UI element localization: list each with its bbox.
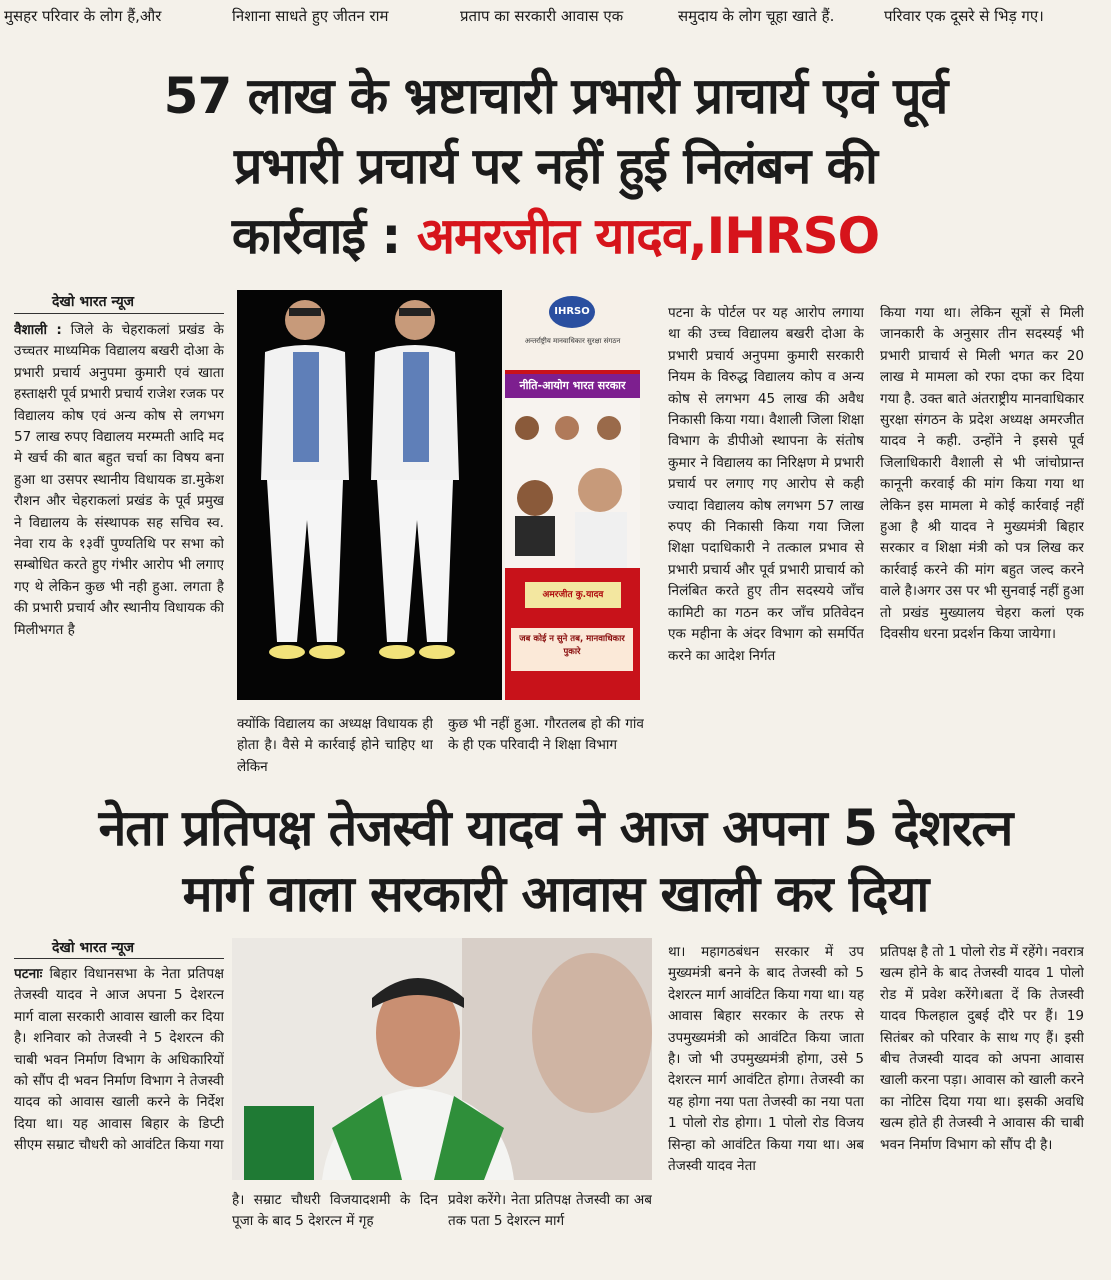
story2-photo <box>232 938 652 1180</box>
story2-col2-text: है। सम्राट चौधरी विजयादशमी के दिन पूजा के बाद 5 देशरत्न में गृह <box>232 1192 438 1230</box>
story2-column-4 <box>668 942 864 1234</box>
story2-column-1 <box>14 964 224 1234</box>
story2-col3-text: प्रवेश करेंगे। नेता प्रतिपक्ष तेजस्वी का अब तक पता 5 देशरत्न मार्ग <box>448 1192 652 1230</box>
story1-col2-text: क्योंकि विद्यालय का अध्यक्ष विधायक ही होता है। वैसे मे कार्रवाई होने चाहिए था लेकिन <box>237 716 433 775</box>
top-fragment-4: समुदाय के लोग चूहा खाते हैं. <box>678 7 835 25</box>
person-portrait <box>232 938 652 1180</box>
story2-headline-line1: नेता प्रतिपक्ष तेजस्वी यादव ने आज अपना 5 देशरत्न <box>98 799 1013 857</box>
poster-portraits <box>505 398 640 568</box>
poster-org-logo: IHRSO <box>549 296 595 328</box>
story1-column-1 <box>14 320 224 782</box>
story1-headline-line3 <box>0 208 1111 264</box>
story1-photo <box>237 290 502 700</box>
story1-byline-rule <box>14 313 224 314</box>
story2-column-5 <box>880 942 1084 1234</box>
poster-name: अमरजीत कु.यादव <box>525 582 621 608</box>
top-fragment-1: मुसहर परिवार के लोग हैं,और <box>4 7 162 25</box>
story2-col1-text: बिहार विधानसभा के नेता प्रतिपक्ष तेजस्वी यादव ने आज अपना 5 देशरत्न मार्ग वाला सरकारी आवास खाली कर दिया है। शनिवार को तेजस्वी ने 5 देशरत्न की चाबी भवन निर्माण विभाग के अधिकारियों को सौंप दी भवन निर्माण विभाग ने तेजस्वी यादव को आवास खाली करने के निर्देश दिया था। यह आवास बिहार के डिप्टी सीएम सम्राट चौधरी को आवंटित किया गया <box>14 966 224 1154</box>
story1-dateline: वैशाली : <box>14 322 62 338</box>
story1-col3-text: कुछ भी नहीं हुआ. गौरतलब हो की गांव के ही एक परिवादी ने शिक्षा विभाग <box>448 716 644 754</box>
story2-byline: देखो भारत न्यूज <box>52 940 135 956</box>
story1-headline-black: कार्रवाई : <box>231 207 417 265</box>
story1-byline: देखो भारत न्यूज <box>52 294 135 310</box>
story2-col5-text: प्रतिपक्ष है तो 1 पोलो रोड में रहेंगे। नवरात्र खत्म होने के बाद तेजस्वी यादव 1 पोलो रोड में प्रवेश करेंगे।बता दें कि तेजस्वी यादव फिलहाल दुबई दौरे पर हैं। 19 सितंबर को परिवार के साथ गए हैं। इसी बीच तेजस्वी यादव को अपना आवास खाली करना पड़ा। आवास को खाली करने का नोटिस दिया गया था। इसकी अवधि खत्म होते ही तेजस्वी ने आवास की चाबी भवन निर्माण विभाग को सौंप दी है। <box>880 944 1084 1153</box>
top-fragment-3: प्रताप का सरकारी आवास एक <box>460 7 624 25</box>
story1-headline-red: अमरजीत यादव,IHRSO <box>416 207 880 265</box>
story1-column-3 <box>448 714 644 784</box>
story1-col4-text: पटना के पोर्टल पर यह आरोप लगाया था की उच्च विद्यालय बखरी दोआ के प्रभारी प्रचार्य अनुपमा कुमारी सरकारी नियम के विरुद्ध विद्यालय कोप व अन्य कोष से लगभग 45 लाख की अवैध निकासी किया गया। वैशाली जिला शिक्षा विभाग के डीपीओ स्थापना के संतोष कुमार ने विद्यालय का निरिक्षण मे प्रभारी प्रचार्य पर लगाए गए आरोप से कही ज्यादा विद्यालय कोष लगभग 57 लाख रुपए की निकासी किया गया जिला शिक्षा पदाधिकारी ने तत्काल प्रभाव से प्रभारी प्रचार्य और पूर्व प्रभारी प्राचार्य को निलंबित करते हुए तीन सदस्यये जाँच कामिटी का गठन कर जाँच प्रतिवेदन एक महीना के अंदर विभाग को समर्पित करने का आदेश निर्गत <box>668 305 864 664</box>
poster-band: नीति-आयोग भारत सरकार <box>505 374 640 398</box>
story1-column-4 <box>668 303 864 785</box>
top-cutoff-row <box>0 0 1111 34</box>
story2-headline-line2: मार्ग वाला सरकारी आवास खाली कर दिया <box>182 865 929 923</box>
story1-column-5 <box>880 303 1084 785</box>
story2-column-3 <box>448 1190 652 1236</box>
poster-photo-area <box>505 398 640 568</box>
story1-col5-text: किया गया था। लेकिन सूत्रों से मिली जानकारी के अनुसार तीन सदस्यई भी प्रभारी प्राचार्य से मिली भगत कर 20 लाख मे मामला को रफा दफा कर दिया गया है. उक्त बाते अंतराष्ट्रीय मानवाधिकार सुरक्षा संगठन के प्रदेश अध्यक्ष अमरजीत यादव ने कही. उन्होंने ने इससे पूर्व जिलाधिकारी वैशाली से भी जांचोप्रान्त कानूनी करवाई की मांग किया गया था लेकिन इस मामला मे कोई कार्रवाई नहीं हुआ है श्री यादव ने मुख्यमंत्री बिहार सरकार व शिक्षा मंत्री को पत्र लिख कर कार्रवाई करने की मांग बहुत जल्द करने वाले है।अगर उस पर भी सुनवाई नहीं हुआ तो प्रखंड मुख्यालय चेहरा कलां एक दिवसीय धरना प्रदर्शन किया जायेगा। <box>880 305 1084 643</box>
poster-top-panel <box>505 290 640 370</box>
story2-column-2 <box>232 1190 438 1236</box>
story1-headline-line2: प्रभारी प्रचार्य पर नहीं हुई निलंबन की <box>234 137 877 195</box>
poster-slogan: जब कोई न सुने तब, मानवाधिकार पुकारे <box>511 628 633 671</box>
story2-byline-rule <box>14 958 224 959</box>
story1-poster <box>505 290 640 700</box>
story1-col1-text: जिले के चेहराकलां प्रखंड के उच्चतर माध्यमिक विद्यालय बखरी दोआ के प्रभारी प्रचार्य अनुपमा कुमारी एवं खाता हस्ताक्षरी पूर्व प्रभारी प्रचार्य राजेश रजक पर विद्यालय कोष एवं अन्य कोष से लगभग 57 लाख रुपए विद्यालय मरम्मती आदि मद मे खर्च की बात बहुत चर्चा का विषय बना हुआ था उसपर स्थानीय विधायक डा.मुकेश रौशन और चेहराकलां प्रखंड के पूर्व प्रमुख ने विद्यालय के संस्थापक सह सचिव स्व. नेवा राय के १३वीं पुण्यतिथि पर सभा को सम्बोधित करते हुए गंभीर आरोप भी लगाए गए थे लेकिन कुछ भी नही हुआ. लगता है की प्रभारी प्रचार्य और स्थानीय विधायक की मिलीभगत है <box>14 322 224 638</box>
story2-dateline: पटनाः <box>14 966 43 982</box>
story2-col4-text: था। महागठबंधन सरकार में उप मुख्यमंत्री बनने के बाद तेजस्वी को 5 देशरत्न मार्ग आवंटित किया गया था। यह आवास बिहार सरकार के तरफ से उपमुख्यमंत्री को आवंटित किया जाता है। जो भी उपमुख्यमंत्री होगा, उसे 5 देशरत्न मार्ग आवंटित होगा। तेजस्वी का यह होगा नया पता तेजस्वी का नया पता 1 पोलो रोड होगा। 1 पोलो रोड विजय सिन्हा को आवंटित किया गया था। अब तेजस्वी यादव नेता <box>668 944 864 1175</box>
story1-headline-line1: 57 लाख के भ्रष्टाचारी प्रभारी प्राचार्य एवं पूर्व <box>163 67 948 125</box>
top-fragment-2: निशाना साधते हुए जीतन राम <box>232 7 389 25</box>
person-silhouettes <box>237 290 502 700</box>
top-fragment-5: परिवार एक दूसरे से भिड़ गए। <box>884 7 1044 25</box>
poster-small-text: अन्तर्राष्ट्रीय मानवाधिकार सुरक्षा संगठन <box>524 337 621 345</box>
story1-column-2 <box>237 714 433 784</box>
